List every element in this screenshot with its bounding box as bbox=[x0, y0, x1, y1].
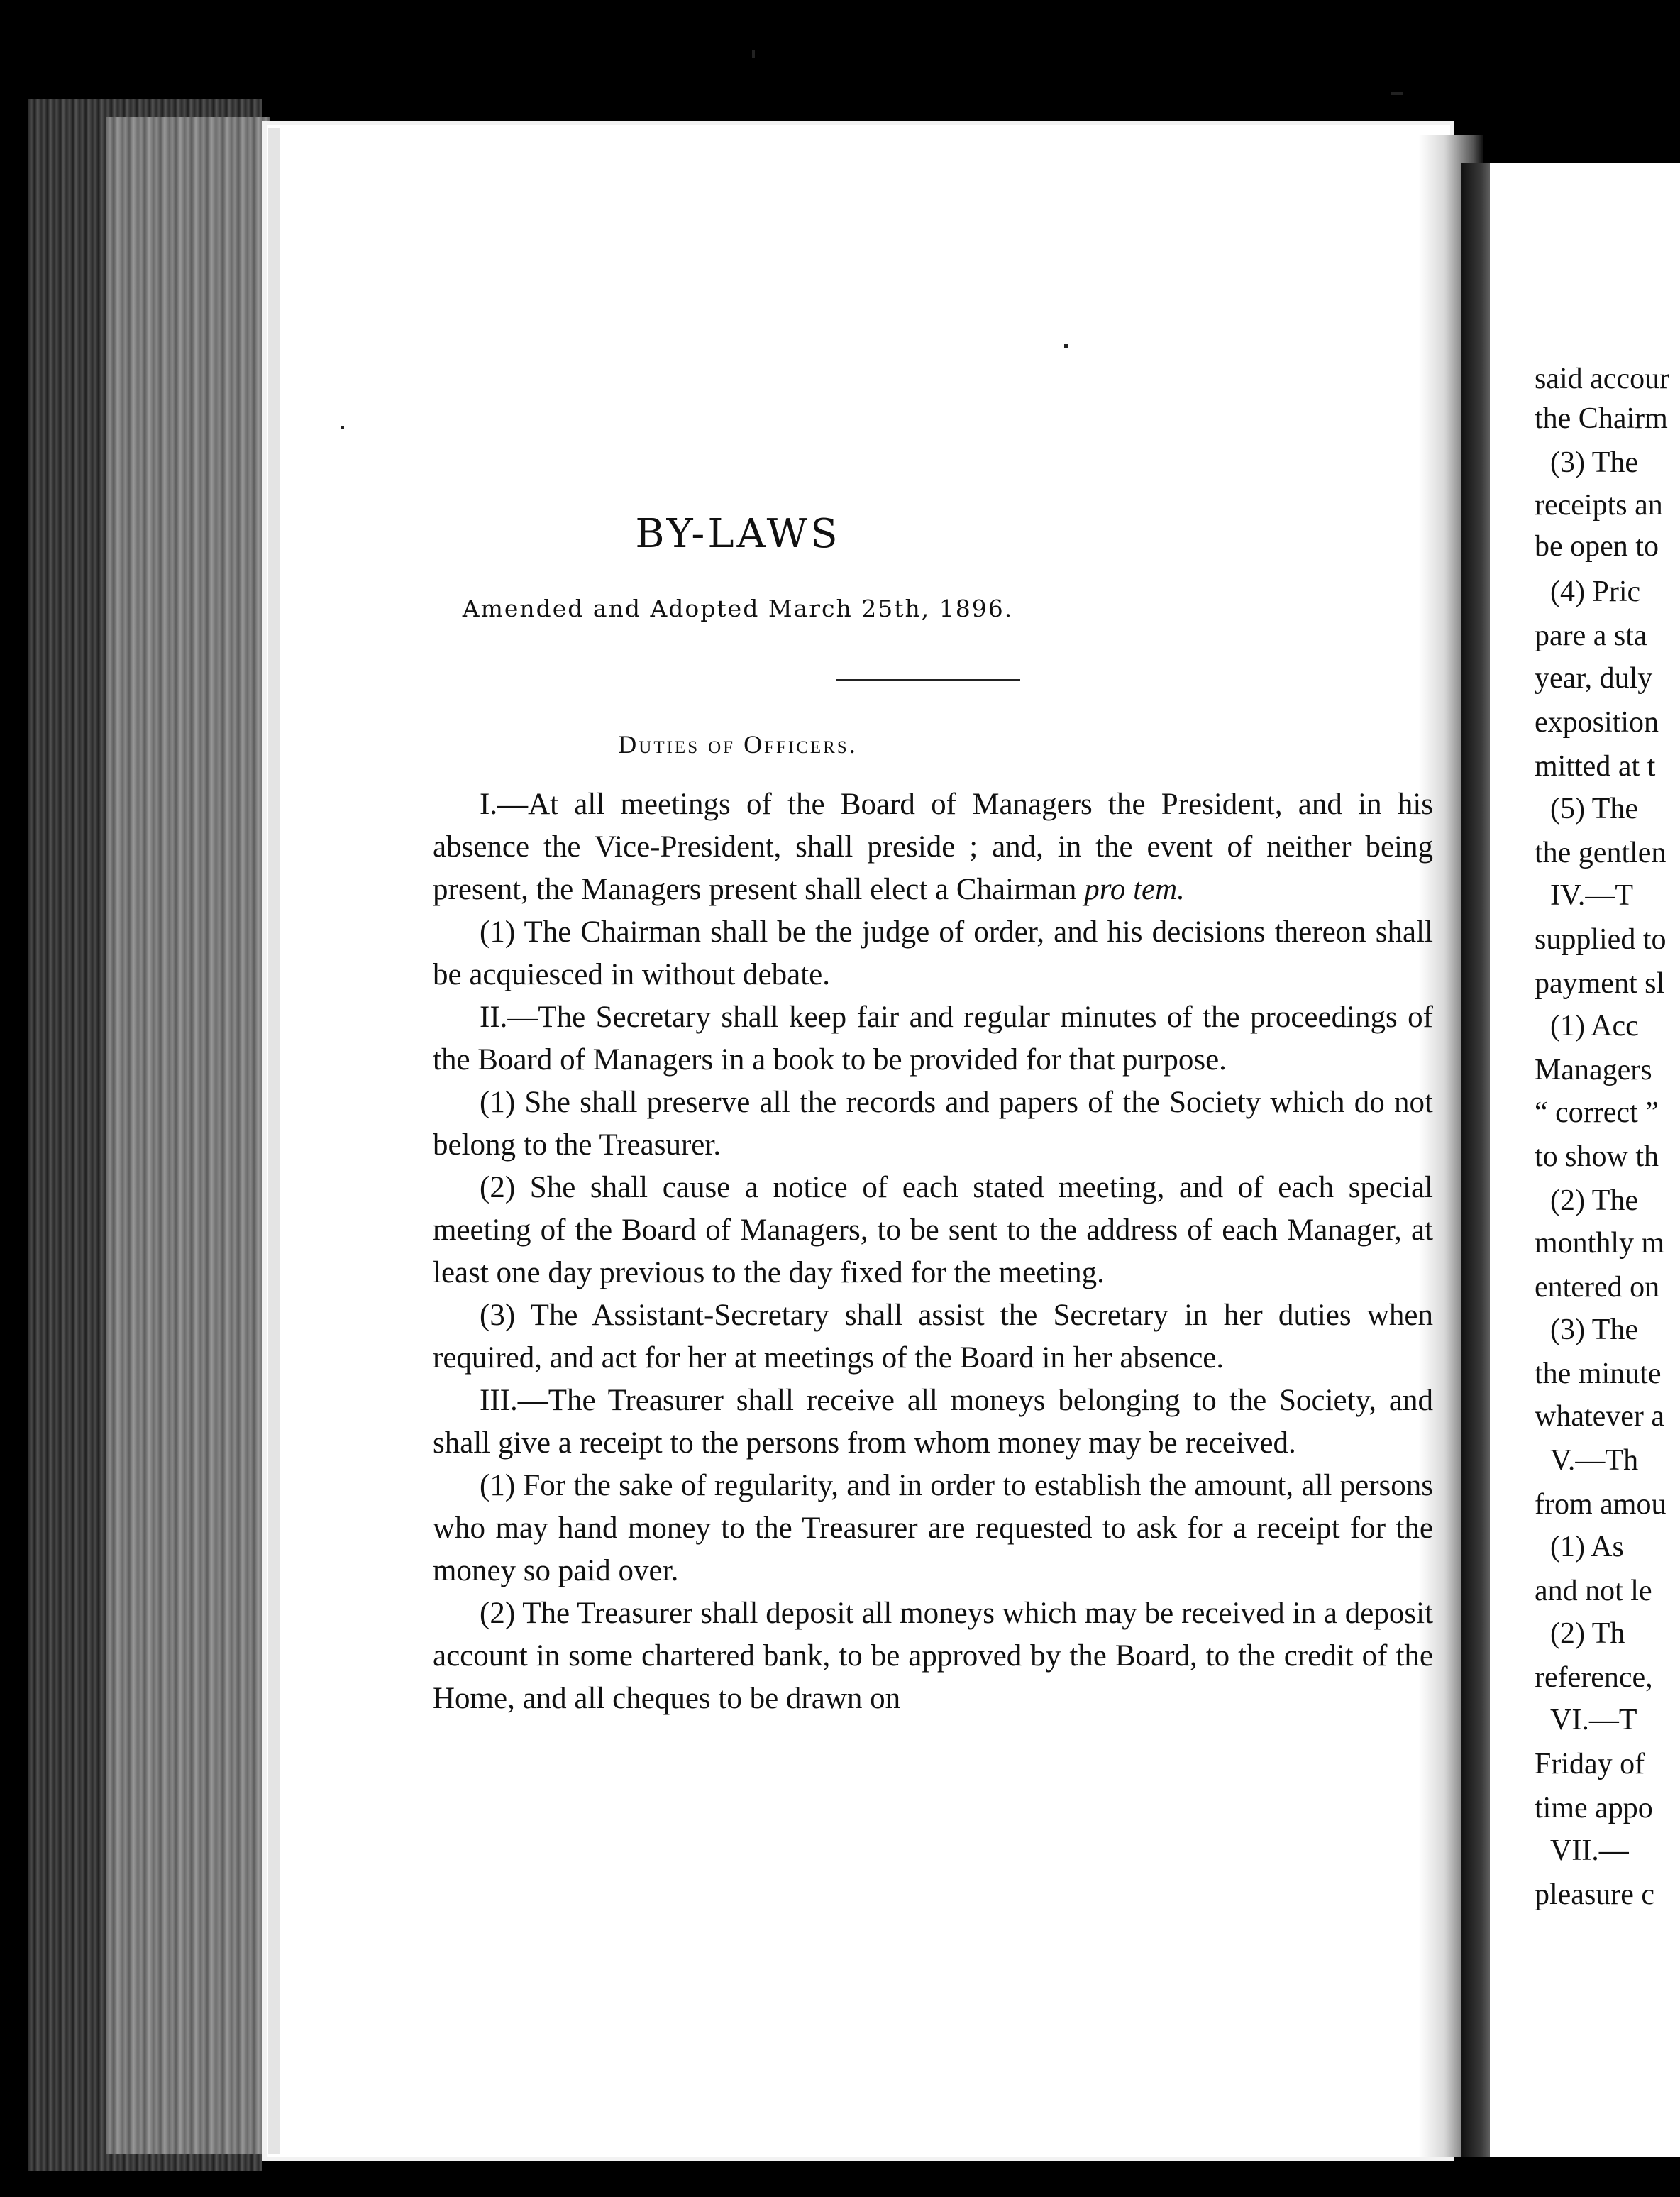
right-page-line: (2) The bbox=[1550, 1184, 1639, 1217]
right-page-line: (1) Acc bbox=[1550, 1010, 1639, 1042]
paragraph-text: (1) For the sake of regularity, and in order to establish the amount, all persons who may hand money to the Treasurer are requested to ask for a receipt for the money so paid over. bbox=[433, 1469, 1433, 1587]
right-page-line: and not le bbox=[1535, 1575, 1652, 1607]
body-text bbox=[433, 783, 1433, 1720]
right-page-text bbox=[1535, 362, 1680, 1937]
paragraph-text: (2) She shall cause a notice of each stated meeting, and of each special meeting of the Board of Managers, to be sent to the address of each Manager, at least one day previous to the day fixed for the meeting. bbox=[433, 1171, 1433, 1289]
paragraph-italic-tail: pro tem. bbox=[1084, 873, 1185, 906]
right-page-line: time appo bbox=[1535, 1792, 1653, 1824]
paragraph bbox=[433, 1081, 1433, 1167]
paragraph bbox=[433, 1294, 1433, 1380]
scan-speck bbox=[752, 50, 755, 58]
right-page-line: Friday of bbox=[1535, 1748, 1645, 1780]
right-page-line: (1) As bbox=[1550, 1531, 1624, 1563]
left-page-margin-shade bbox=[268, 128, 280, 2154]
right-page-line: exposition bbox=[1535, 706, 1659, 739]
right-page-line: reference, bbox=[1535, 1661, 1653, 1694]
paragraph-text: III.—The Treasurer shall receive all moneys belonging to the Society, and shall give a receipt to the persons from whom money may be received. bbox=[433, 1384, 1433, 1460]
paragraph-text: (1) The Chairman shall be the judge of order, and his decisions thereon shall be acquiesced in without debate. bbox=[433, 915, 1433, 991]
right-page-line: Managers bbox=[1535, 1054, 1652, 1086]
right-page-line: (3) The bbox=[1550, 446, 1639, 479]
right-page-line: the gentlen bbox=[1535, 837, 1667, 869]
right-page-line: be open to bbox=[1535, 530, 1659, 563]
right-page-line: (4) Pric bbox=[1550, 576, 1641, 608]
paragraph bbox=[433, 1465, 1433, 1592]
right-page-line: pare a sta bbox=[1535, 620, 1647, 652]
right-page-line: whatever a bbox=[1535, 1400, 1665, 1433]
right-page-line: year, duly bbox=[1535, 662, 1653, 695]
page-stack-edge-inner bbox=[106, 117, 270, 2154]
paragraph bbox=[433, 783, 1433, 911]
paragraph bbox=[433, 1167, 1433, 1294]
right-page-line: “ correct ” bbox=[1535, 1096, 1659, 1129]
right-page-line: receipts an bbox=[1535, 489, 1663, 522]
paragraph-text: (2) The Treasurer shall deposit all moneys which may be received in a deposit account in some chartered bank, to be approved by the Board, to the credit of the Home, and all cheques to be drawn on bbox=[433, 1597, 1433, 1715]
right-page-line: (5) The bbox=[1550, 793, 1639, 825]
paragraph-text: (1) She shall preserve all the records and papers of the Society which do not belong to the Treasurer. bbox=[433, 1086, 1433, 1162]
paragraph-text: I.—At all meetings of the Board of Managers the President, and in his absence the Vice-President, shall preside ; and, in the event of neither being present, the Managers present shall elect a Chairman bbox=[433, 788, 1433, 906]
scan-speck bbox=[341, 426, 344, 429]
paragraph-text: II.—The Secretary shall keep fair and regular minutes of the proceedings of the Board of Managers in a book to be provided for that purpose. bbox=[433, 1001, 1433, 1077]
paragraph bbox=[433, 1592, 1433, 1720]
scan-speck bbox=[1391, 92, 1403, 95]
paragraph bbox=[433, 1380, 1433, 1465]
right-page-line: the minute bbox=[1535, 1358, 1662, 1390]
right-page-line: said accour bbox=[1535, 363, 1670, 395]
right-page-line: V.—Th bbox=[1550, 1444, 1639, 1477]
section-heading: Duties of Officers. bbox=[618, 730, 858, 759]
right-page-line: the Chairm bbox=[1535, 402, 1668, 435]
paragraph bbox=[433, 996, 1433, 1081]
right-page-line: VII.— bbox=[1550, 1834, 1629, 1867]
right-page-line: (3) The bbox=[1550, 1314, 1639, 1346]
paragraph bbox=[433, 911, 1433, 996]
right-page-line: (2) Th bbox=[1550, 1617, 1625, 1650]
right-page-line: pleasure c bbox=[1535, 1878, 1655, 1911]
right-page-line: VI.—T bbox=[1550, 1704, 1637, 1736]
right-page-line: from amou bbox=[1535, 1488, 1667, 1521]
page-title: BY-LAWS bbox=[635, 511, 841, 557]
right-page-line: monthly m bbox=[1535, 1227, 1665, 1260]
right-page-line: payment sl bbox=[1535, 967, 1665, 1000]
right-page-line: mitted at t bbox=[1535, 750, 1656, 783]
page-subtitle: Amended and Adopted March 25th, 1896. bbox=[462, 595, 1014, 622]
right-page-line: supplied to bbox=[1535, 923, 1667, 956]
scan-speck bbox=[1064, 344, 1068, 348]
divider-rule bbox=[836, 679, 1020, 681]
right-page-line: IV.—T bbox=[1550, 879, 1634, 912]
right-page-line: to show th bbox=[1535, 1140, 1659, 1173]
paragraph-text: (3) The Assistant-Secretary shall assist the Secretary in her duties when required, and act for her at meetings of the Board in her absence. bbox=[433, 1299, 1433, 1375]
right-page-line: entered on bbox=[1535, 1271, 1660, 1304]
